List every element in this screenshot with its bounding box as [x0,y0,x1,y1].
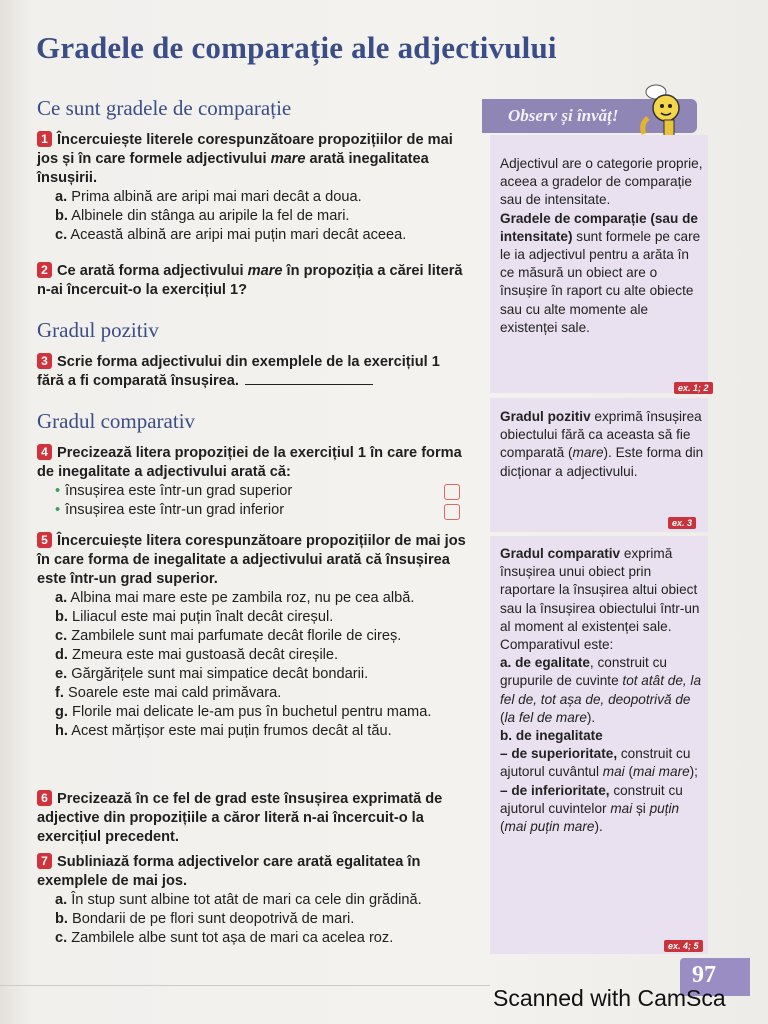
exercise-5: 5 Încercuiește litera corespunzătoare propozițiilor de mai jos în care forma de inegalitate a adjectivului arată că însușirea este într-un grad superior. a. Albina mai mare este pe zambila roz, nu pe cea albă. b. Liliacul este mai puțin înalt decât cireșul. c. Zambilele sunt mai parfumate decât florile de cireș. d. Zmeura este mai gustoasă decât cireșile. e. Gărgărițele sunt mai simpatice decât bondarii. f. Soarele este mai cald primăvara. g. Florile mai delicate le-am pus în buchetul pentru mama. h. Acest mărțișor este mai puțin frumos decât al tău. [37,532,469,741]
exercise-ref-tag: ex. 3 [668,517,696,529]
section-heading-comparative: Gradul comparativ [37,409,196,433]
list-item: a. Prima albină are aripi mai mari decât a doua. [55,189,362,205]
list-item: f. Soarele este mai cald primăvara. [55,685,282,701]
section-heading-positive: Gradul pozitiv [37,318,159,342]
exercise-number-badge: 2 [37,262,52,278]
exercise-ref-tag: ex. 4; 5 [664,940,703,952]
page-number: 97 [692,962,716,988]
exercise-7: 7 Subliniază forma adjectivelor care arată egalitatea în exemplele de mai jos. a. În stup sunt albine tot atât de mari ca cele din grădină. b. Bondarii de pe flori sunt deopotrivă de mari. c. Zambilele albe sunt tot așa de mari ca acelea roz. [37,853,469,948]
exercise-number-badge: 7 [37,853,52,869]
list-item: a. În stup sunt albine tot atât de mari ca cele din grădină. [55,892,422,908]
list-item: b. Bondarii de pe flori sunt deopotrivă de mari. [55,911,355,927]
bee-mascot-icon [628,78,688,138]
section-heading-what-are: Ce sunt gradele de comparație [37,96,292,120]
exercise-6: 6 Precizează în ce fel de grad este însușirea exprimată de adjective din propozițiile a căror literă n-ai încercuit-o la exercițiul precedent. [37,791,443,845]
exercise-number-badge: 3 [37,353,52,369]
answer-checkbox[interactable] [444,484,460,500]
exercise-4: 4 Precizează litera propoziției de la exercițiul 1 în care forma de inegalitate a adjectivului arată că: • însușirea este într-un grad superior • însușirea este într-un grad inferior [37,444,469,520]
list-item: c. Zambilele albe sunt tot așa de mari ca acelea roz. [55,930,394,946]
exercise-ref-tag: ex. 1; 2 [674,382,713,394]
exercise-number-badge: 6 [37,790,52,806]
exercise-number-badge: 1 [37,131,52,147]
list-item: c. Această albină are aripi mai puțin mari decât aceea. [55,227,407,243]
exercise-1: 1 Încercuiește literele corespunzătoare propozițiilor de mai jos și în care formele adjectivului mare arată inegalitatea însușirii. a. Prima albină are aripi mai mari decât a doua. b. Albinele din stânga au aripile la fel de mari. c. Această albină are aripi mai puțin mari decât aceea. [37,131,469,245]
list-item: • însușirea este într-un grad inferior [55,502,285,518]
list-item: e. Gărgărițele sunt mai simpatice decât bondarii. [55,666,369,682]
banner-label: Observ și învăț! [508,106,619,125]
scanner-watermark: Scanned with CamSca [493,985,726,1011]
list-item: a. Albina mai mare este pe zambila roz, nu pe cea albă. [55,590,415,606]
answer-checkbox[interactable] [444,504,460,520]
exercise-3: 3 Scrie forma adjectivului din exemplele de la exercițiul 1 fără a fi comparată însușirea. [37,354,440,389]
footer-line [0,985,490,986]
list-item: b. Liliacul este mai puțin înalt decât cireșul. [55,609,334,625]
list-item: c. Zambilele sunt mai parfumate decât florile de cireș. [55,628,402,644]
list-item: b. Albinele din stânga au aripile la fel de mari. [55,208,350,224]
exercise-number-badge: 4 [37,444,52,460]
info-box-positive-text: Gradul pozitiv exprimă însușirea obiectului fără ca aceasta să fie comparată (mare). Este forma din dicționar a adjectivului. [500,409,704,479]
info-box-comparative-text: Gradul comparativ exprimă însușirea unui obiect prin raportare la însușirea altui obiect sau la însușirea obiectului într-un al moment al existenței sale. Comparativul este: a. de egalitate, construit cu grupurile de cuvinte tot atât de, la fel de, tot așa de, deopotrivă de (la fel de mare). b. de inegalitate – de superioritate, construit cu ajutorul cuvântul mai (mai mare); – de inferioritate, construit cu ajutorul cuvintelor mai și puțin (mai puțin mare). [500,546,702,835]
page-title: Gradele de comparație ale adjectivului [36,30,557,65]
answer-blank[interactable] [245,384,373,385]
list-item: h. Acest mărțișor este mai puțin frumos decât al tău. [55,723,392,739]
exercise-2: 2 Ce arată forma adjectivului mare în propoziția a cărei literă n-ai încercuit-o la exercițiul 1? [37,263,463,298]
list-item: • însușirea este într-un grad superior [55,483,293,499]
list-item: g. Florile mai delicate le-am pus în buchetul pentru mama. [55,704,432,720]
list-item: d. Zmeura este mai gustoasă decât cireșile. [55,647,339,663]
exercise-number-badge: 5 [37,532,52,548]
info-box-intro-text: Adjectivul are o categorie proprie, aceea a gradelor de comparație sau de intensitate. Gradele de comparație (sau de intensitate) sunt formele pe care le ia adjectivul pentru a arăta în ce măsură un obiect are o însușire în raport cu alte obiecte sau cu alte momente ale existenței sale. [500,156,703,335]
